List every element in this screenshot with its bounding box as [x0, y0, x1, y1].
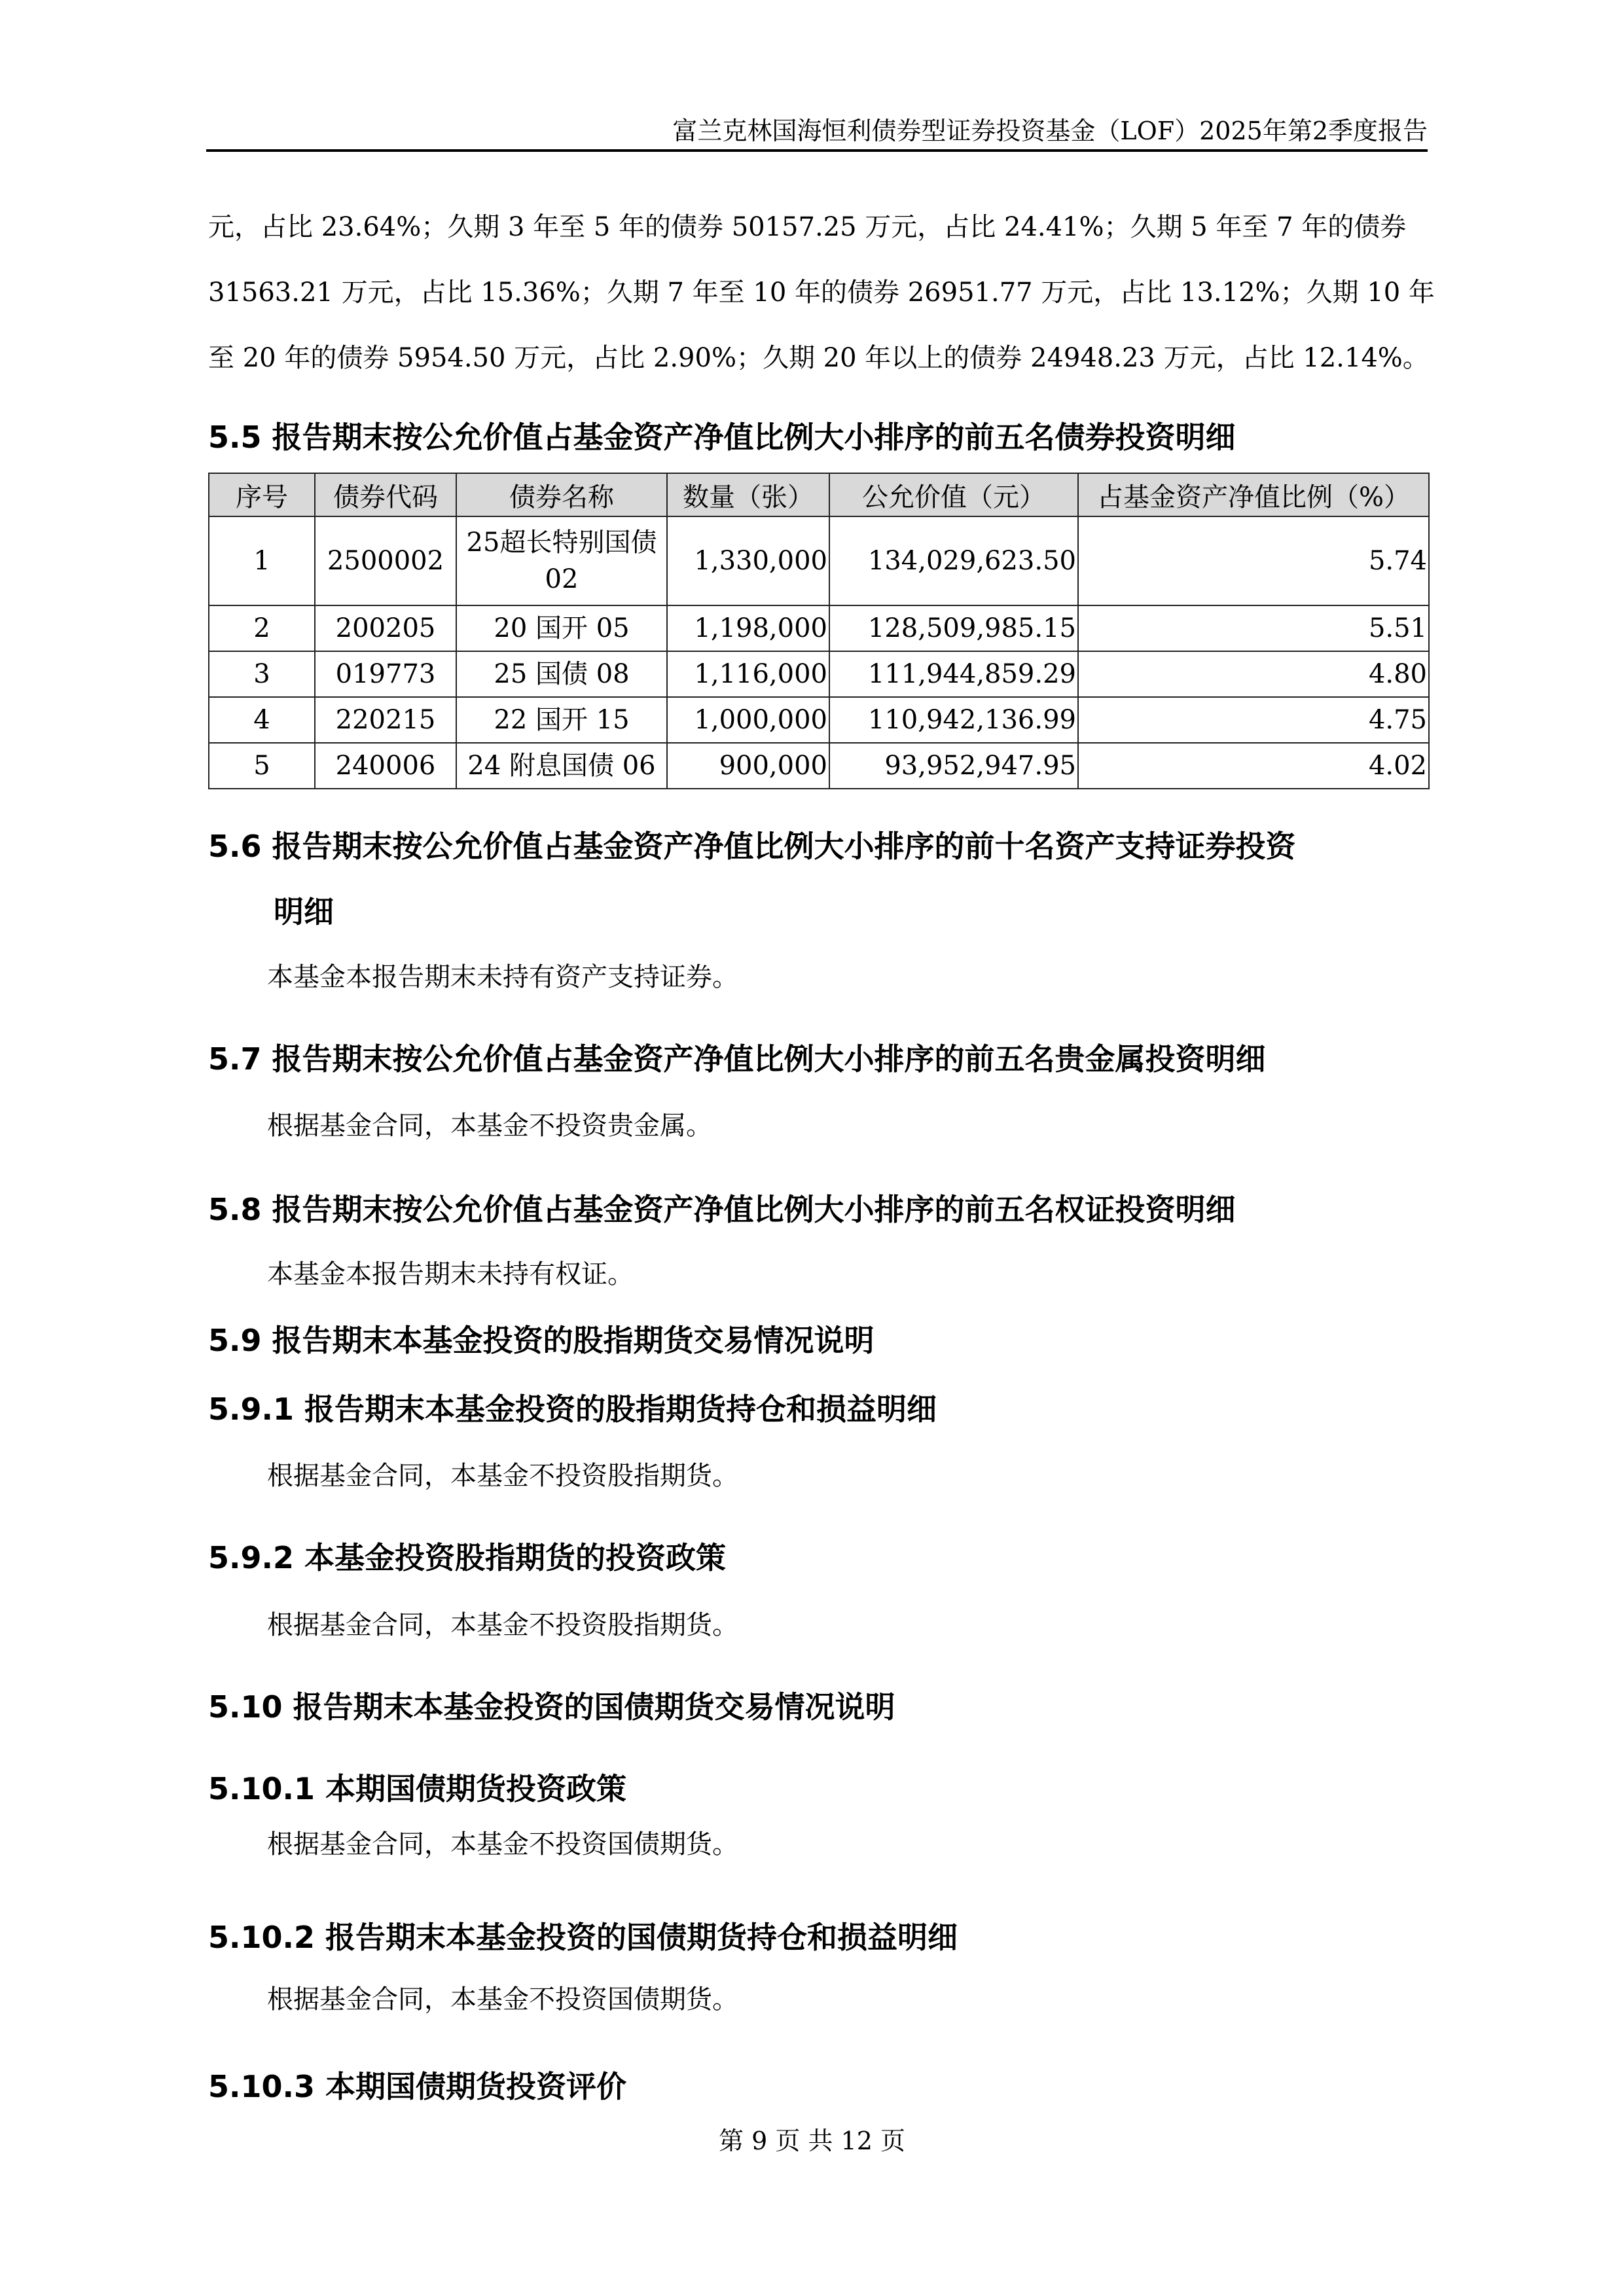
page-number: 第 9 页 共 12 页 [719, 2126, 905, 2155]
section-5-9-1-body: 根据基金合同，本基金不投资股指期货。 [267, 1461, 738, 1491]
section-5-5-heading: 5.5 报告期末按公允价值占基金资产净值比例大小排序的前五名债券投资明细 [208, 420, 1236, 455]
section-5-10-heading: 5.10 报告期末本基金投资的国债期货交易情况说明 [208, 1689, 895, 1725]
cell-name: 22 国开 15 [456, 697, 667, 743]
table-row [209, 651, 1429, 697]
top-five-bonds-table [208, 473, 1430, 789]
header-divider [206, 149, 1428, 152]
cell-quantity: 900,000 [667, 743, 829, 789]
table-row [209, 743, 1429, 789]
cell-code: 2500002 [315, 516, 456, 605]
cell-fair-value: 111,944,859.29 [829, 651, 1078, 697]
section-5-8-heading: 5.8 报告期末按公允价值占基金资产净值比例大小排序的前五名权证投资明细 [208, 1192, 1236, 1227]
table-row [209, 516, 1429, 605]
cell-fair-value: 110,942,136.99 [829, 697, 1078, 743]
table-row [209, 605, 1429, 651]
section-5-6-body: 本基金本报告期末未持有资产支持证券。 [267, 962, 738, 992]
cell-rank: 1 [209, 516, 315, 605]
section-5-9-2-heading: 5.9.2 本基金投资股指期货的投资政策 [208, 1540, 726, 1575]
section-5-10-2-heading: 5.10.2 报告期末本基金投资的国债期货持仓和损益明细 [208, 1920, 958, 1955]
cell-name: 25超长特别国债02 [456, 516, 667, 605]
intro-paragraph-line-3: 至 20 年的债券 5954.50 万元，占比 2.90%；久期 20 年以上的债券 24948.23 万元，占比 12.14%。 [208, 343, 1429, 373]
col-header-name: 债券名称 [456, 473, 667, 516]
cell-code: 019773 [315, 651, 456, 697]
cell-rank: 2 [209, 605, 315, 651]
section-5-7-heading: 5.7 报告期末按公允价值占基金资产净值比例大小排序的前五名贵金属投资明细 [208, 1041, 1266, 1077]
cell-fair-value: 93,952,947.95 [829, 743, 1078, 789]
cell-code: 200205 [315, 605, 456, 651]
cell-name: 20 国开 05 [456, 605, 667, 651]
report-header-title: 富兰克林国海恒利债券型证券投资基金（LOF）2025年第2季度报告 [672, 117, 1428, 145]
cell-rank: 4 [209, 697, 315, 743]
col-header-rank: 序号 [209, 473, 315, 516]
cell-fair-value: 134,029,623.50 [829, 516, 1078, 605]
cell-fair-value: 128,509,985.15 [829, 605, 1078, 651]
cell-quantity: 1,330,000 [667, 516, 829, 605]
section-5-8-body: 本基金本报告期末未持有权证。 [267, 1259, 634, 1289]
cell-quantity: 1,198,000 [667, 605, 829, 651]
cell-name: 24 附息国债 06 [456, 743, 667, 789]
cell-nav-pct: 5.74 [1078, 516, 1429, 605]
cell-code: 240006 [315, 743, 456, 789]
section-5-10-3-heading: 5.10.3 本期国债期货投资评价 [208, 2069, 626, 2104]
section-5-10-1-heading: 5.10.1 本期国债期货投资政策 [208, 1771, 626, 1806]
section-5-10-1-body: 根据基金合同，本基金不投资国债期货。 [267, 1829, 738, 1859]
cell-nav-pct: 4.75 [1078, 697, 1429, 743]
section-5-9-2-body: 根据基金合同，本基金不投资股指期货。 [267, 1610, 738, 1640]
cell-rank: 3 [209, 651, 315, 697]
section-5-6-heading: 5.6 报告期末按公允价值占基金资产净值比例大小排序的前十名资产支持证券投资 [208, 829, 1296, 864]
section-5-7-body: 根据基金合同，本基金不投资贵金属。 [267, 1111, 712, 1141]
cell-quantity: 1,116,000 [667, 651, 829, 697]
section-5-6-heading-cont: 明细 [274, 894, 334, 929]
col-header-nav-pct: 占基金资产净值比例（%） [1078, 473, 1429, 516]
cell-nav-pct: 4.80 [1078, 651, 1429, 697]
cell-quantity: 1,000,000 [667, 697, 829, 743]
cell-rank: 5 [209, 743, 315, 789]
cell-nav-pct: 5.51 [1078, 605, 1429, 651]
table-row [209, 697, 1429, 743]
col-header-fair-value: 公允价值（元） [829, 473, 1078, 516]
section-5-9-1-heading: 5.9.1 报告期末本基金投资的股指期货持仓和损益明细 [208, 1391, 937, 1427]
section-5-10-2-body: 根据基金合同，本基金不投资国债期货。 [267, 1984, 738, 2015]
col-header-quantity: 数量（张） [667, 473, 829, 516]
col-header-code: 债券代码 [315, 473, 456, 516]
cell-nav-pct: 4.02 [1078, 743, 1429, 789]
section-5-9-heading: 5.9 报告期末本基金投资的股指期货交易情况说明 [208, 1323, 875, 1358]
intro-paragraph-line-1: 元，占比 23.64%；久期 3 年至 5 年的债券 50157.25 万元，占比 24.41%；久期 5 年至 7 年的债券 [208, 212, 1407, 242]
cell-name: 25 国债 08 [456, 651, 667, 697]
cell-code: 220215 [315, 697, 456, 743]
table-header-row [209, 473, 1429, 516]
intro-paragraph-line-2: 31563.21 万元，占比 15.36%；久期 7 年至 10 年的债券 26951.77 万元，占比 13.12%；久期 10 年 [208, 278, 1435, 308]
